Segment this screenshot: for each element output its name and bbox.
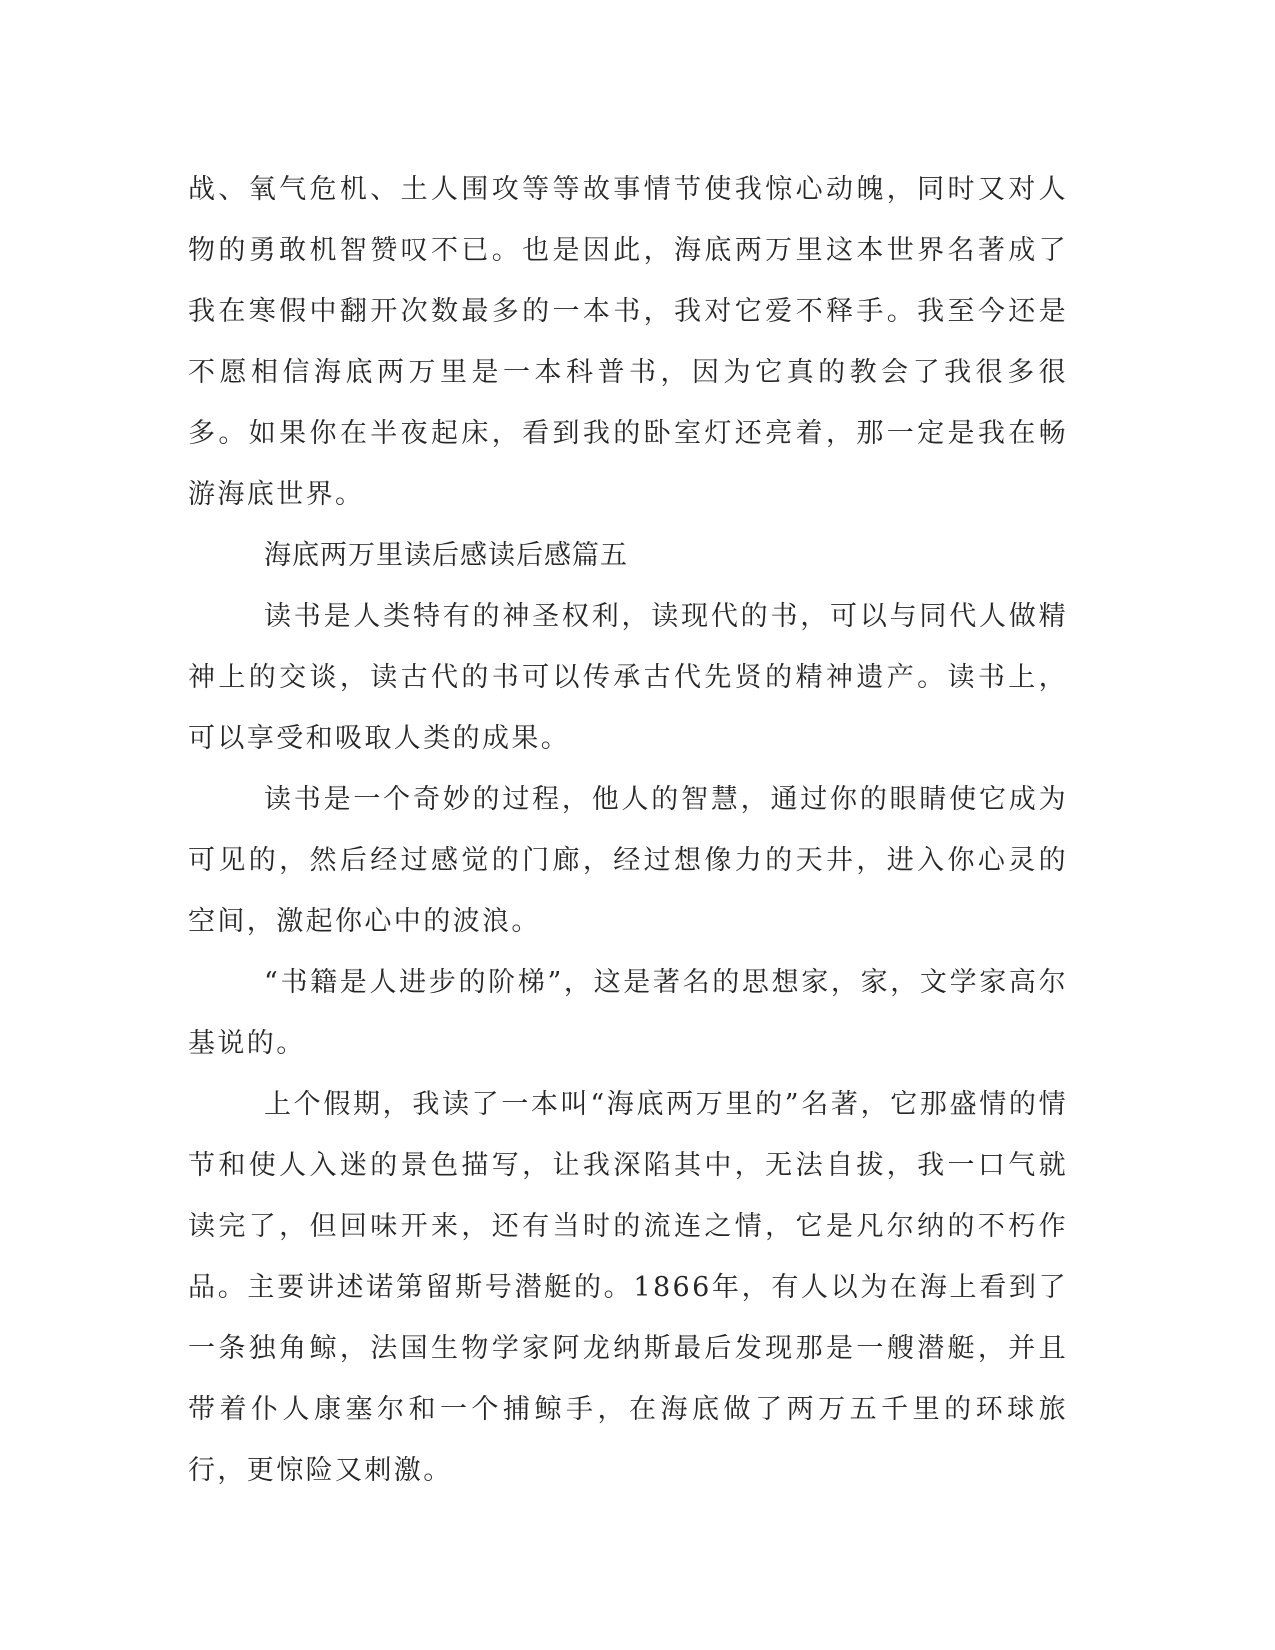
paragraph-5: 上个假期，我读了一本叫“海底两万里的”名著，它那盛情的情节和使人入迷的景色描写，让我深陷其中，无法自拔，我一口气就读完了，但回味开来，还有当时的流连之情，它是凡尔纳的不朽作品。主要讲述诺第留斯号潜艇的。1866年，有人以为在海上看到了一条独角鲸，法国生物学家阿龙纳斯最后发现那是一艘潜艇，并且带着仆人康塞尔和一个捕鲸手，在海底做了两万五千里的环球旅行，更惊险又刺激。 <box>188 1089 1068 1486</box>
section-heading: 海底两万里读后感读后感篇五 <box>264 540 628 571</box>
paragraph-4: “书籍是人进步的阶梯”，这是著名的思想家，家，文学家高尔基说的。 <box>188 967 1068 1059</box>
paragraph-3: 读书是一个奇妙的过程，他人的智慧，通过你的眼睛使它成为可见的，然后经过感觉的门廊，经过想像力的天井，进入你心灵的空间，激起你心中的波浪。 <box>188 784 1068 937</box>
paragraph-1: 战、氧气危机、土人围攻等等故事情节使我惊心动魄，同时又对人物的勇敢机智赞叹不已。也是因此，海底两万里这本世界名著成了我在寒假中翻开次数最多的一本书，我对它爱不释手。我至今还是不愿相信海底两万里是一本科普书，因为它真的教会了我很多很多。如果你在半夜起床，看到我的卧室灯还亮着，那一定是我在畅游海底世界。 <box>188 174 1068 510</box>
paragraph-2: 读书是人类特有的神圣权利，读现代的书，可以与同代人做精神上的交谈，读古代的书可以传承古代先贤的精神遗产。读书上，可以享受和吸取人类的成果。 <box>188 601 1068 754</box>
document-body <box>188 159 1068 1501</box>
